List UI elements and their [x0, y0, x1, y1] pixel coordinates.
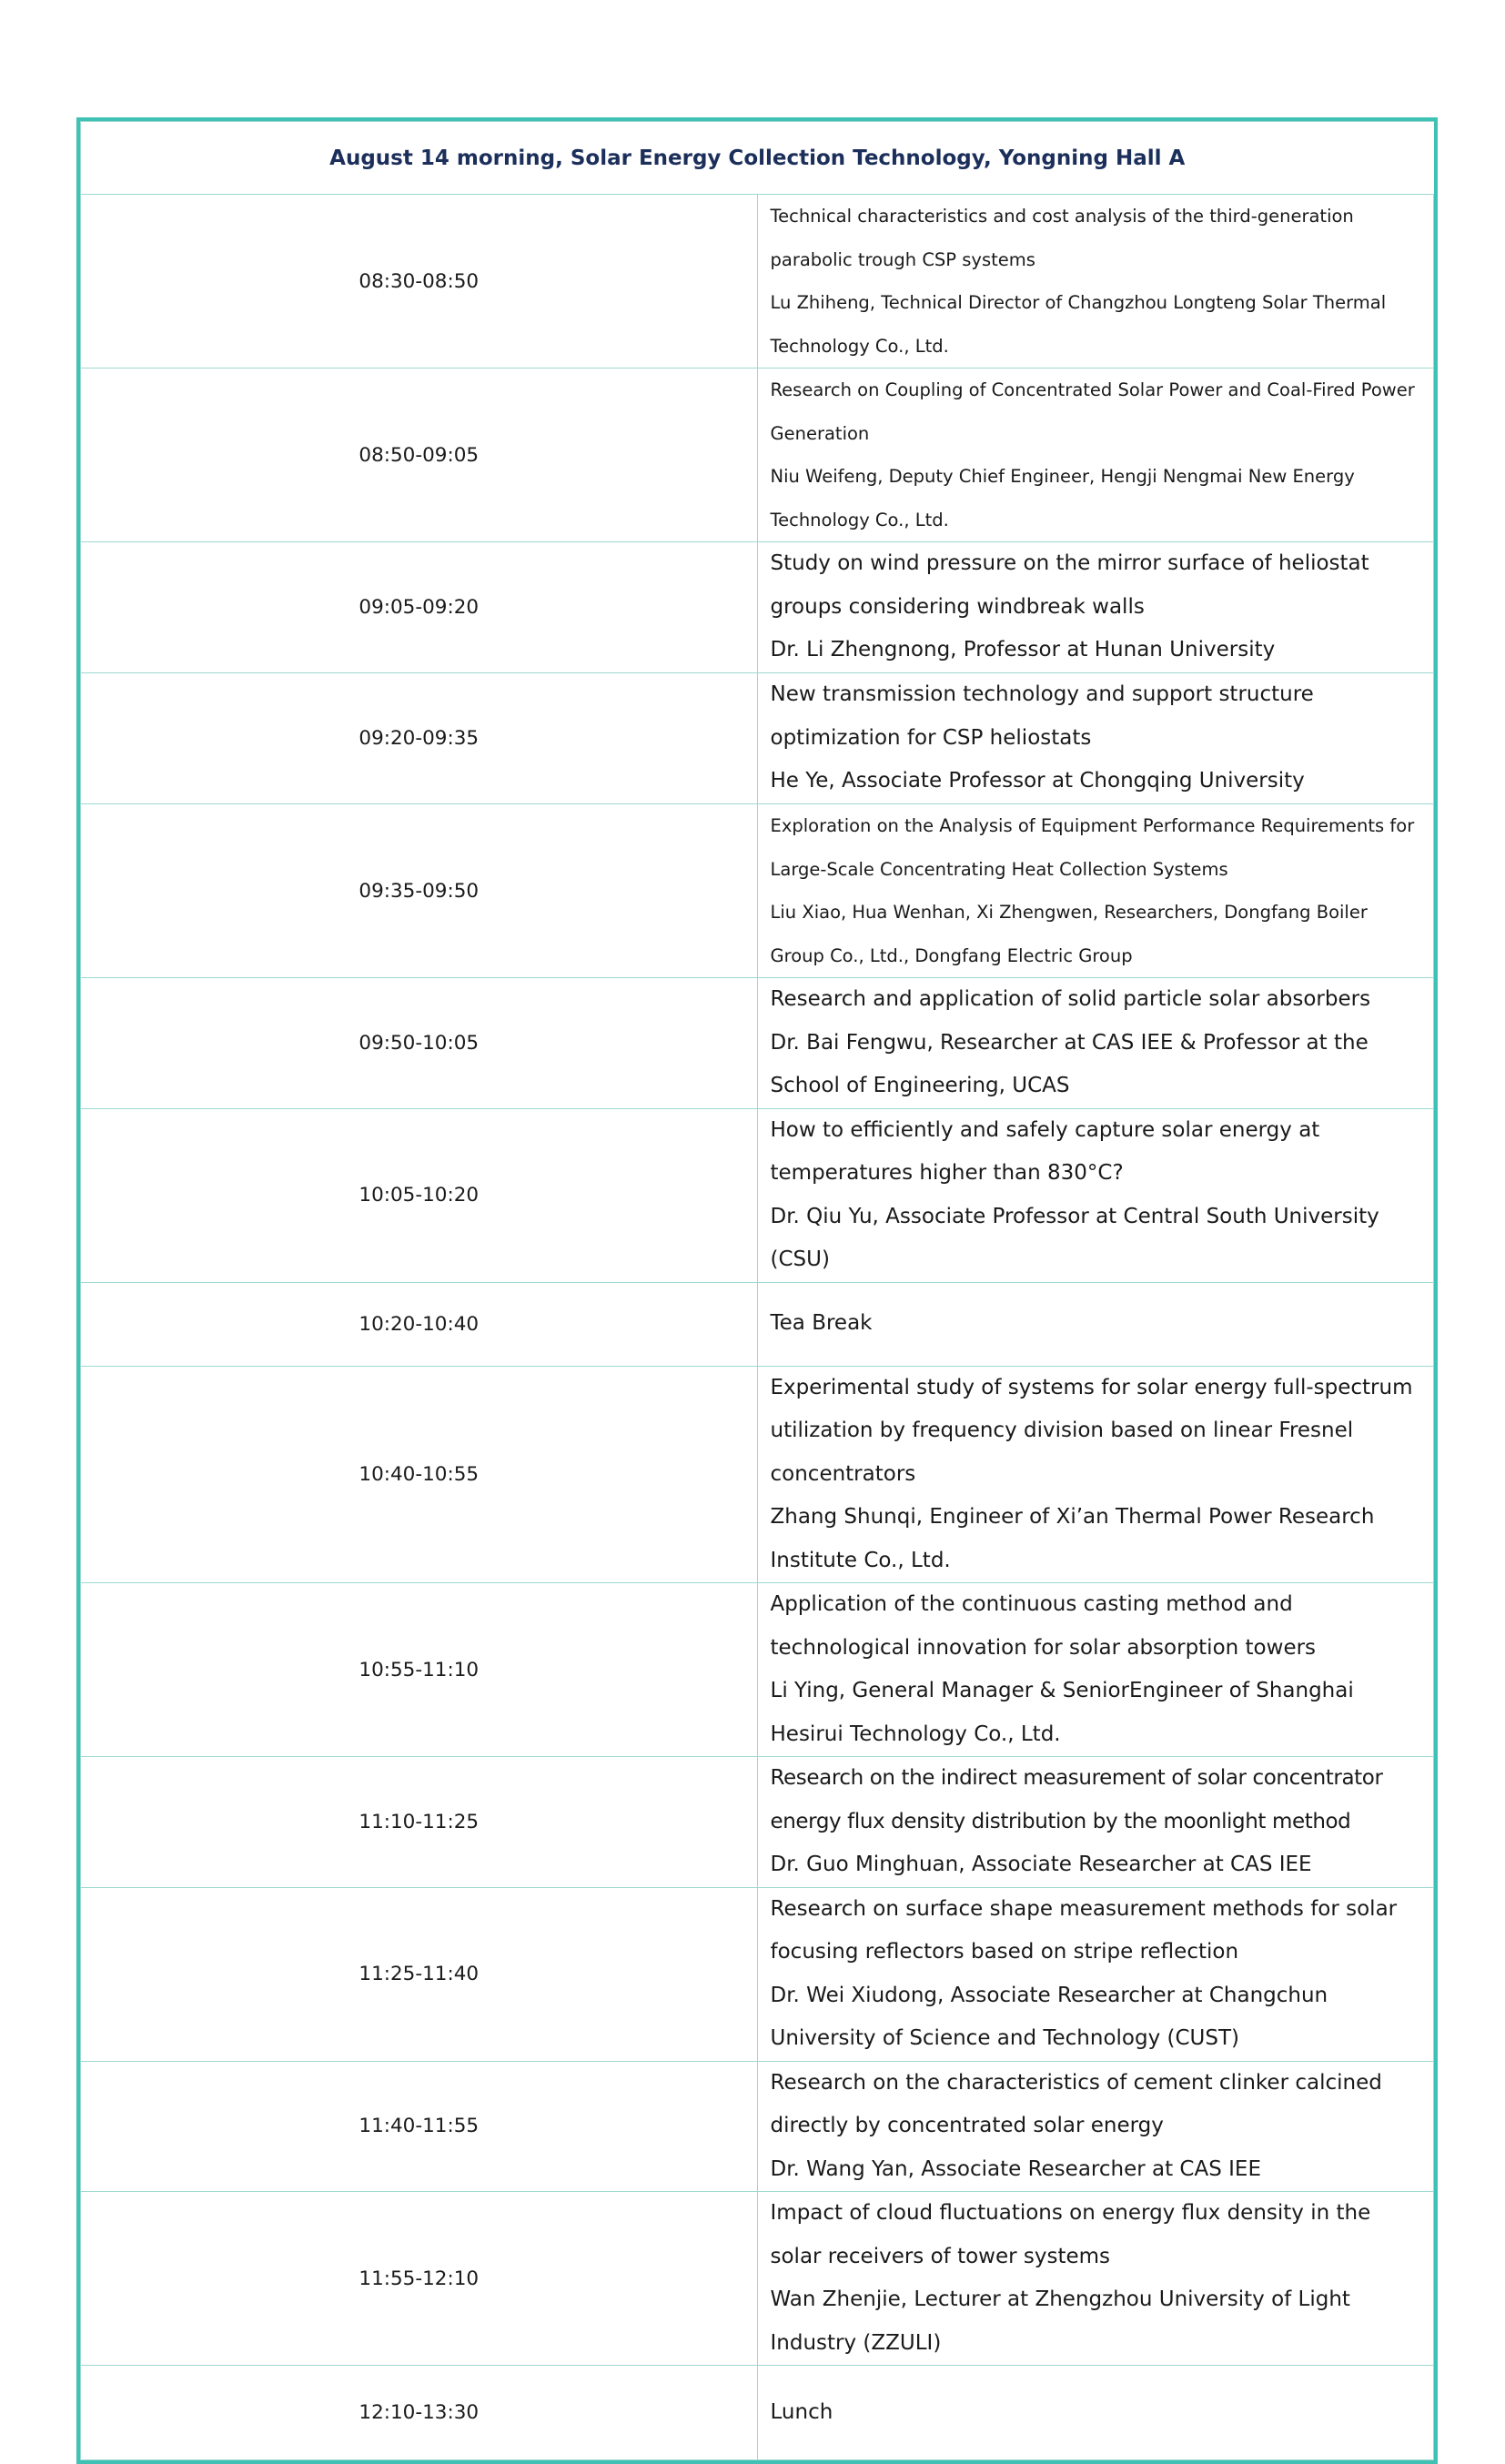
session-header: August 14 morning, Solar Energy Collection Technology, Yongning Hall A — [81, 122, 1434, 195]
talk-title: Research on surface shape measurement methods for solar focusing reflectors based on stripe reflection — [770, 1896, 1398, 1964]
content-cell — [757, 1583, 1434, 1757]
talk-title: Research and application of solid particle solar absorbers — [770, 987, 1371, 1011]
speaker: Dr. Qiu Yu, Associate Professor at Central South University (CSU) — [770, 1204, 1379, 1271]
speaker: Dr. Bai Fengwu, Researcher at CAS IEE & Professor at the School of Engineering, UCAS — [770, 1030, 1369, 1097]
time-cell: 09:50-10:05 — [81, 978, 758, 1109]
table-row — [81, 1282, 1434, 1366]
speaker: Dr. Wang Yan, Associate Researcher at CAS IEE — [770, 2156, 1261, 2181]
table-row — [81, 369, 1434, 542]
speaker: Wan Zhenjie, Lecturer at Zhengzhou University of Light Industry (ZZULI) — [770, 2287, 1350, 2355]
time-cell: 11:10-11:25 — [81, 1757, 758, 1888]
talk-title: Study on wind pressure on the mirror surface of heliostat groups considering windbreak walls — [770, 551, 1369, 619]
content-cell — [757, 1366, 1434, 1583]
talk-title: How to efficiently and safely capture solar energy at temperatures higher than 830°C? — [770, 1117, 1320, 1185]
time-cell: 12:10-13:30 — [81, 2366, 758, 2460]
time-cell: 09:20-09:35 — [81, 673, 758, 804]
talk-title: Application of the continuous casting method and technological innovation for solar absorption towers — [770, 1592, 1317, 1660]
table-row — [81, 1757, 1434, 1888]
time-cell: 09:05-09:20 — [81, 542, 758, 673]
talk-title: Experimental study of systems for solar energy full-spectrum utilization by frequency division based on linear Fresnel concentrators — [770, 1375, 1413, 1486]
time-cell: 11:40-11:55 — [81, 2061, 758, 2192]
time-cell: 08:30-08:50 — [81, 195, 758, 369]
speaker: Li Ying, General Manager & SeniorEngineer of Shanghai Hesirui Technology Co., Ltd. — [770, 1679, 1354, 1746]
speaker: Dr. Wei Xiudong, Associate Researcher at Changchun University of Science and Technology (CUST) — [770, 1983, 1328, 2050]
break-label: Lunch — [770, 2399, 833, 2424]
content-cell — [757, 1108, 1434, 1282]
content-cell — [757, 2192, 1434, 2366]
table-row — [81, 1887, 1434, 2061]
content-cell — [757, 369, 1434, 542]
content-cell — [757, 1757, 1434, 1888]
speaker: Niu Weifeng, Deputy Chief Engineer, Hengji Nengmai New Energy Technology Co., Ltd. — [770, 466, 1355, 530]
content-cell — [757, 2061, 1434, 2192]
content-cell — [757, 2366, 1434, 2460]
speaker: He Ye, Associate Professor at Chongqing University — [770, 769, 1305, 793]
header-row — [81, 122, 1434, 195]
time-cell: 10:05-10:20 — [81, 1108, 758, 1282]
talk-title: Research on the characteristics of cement clinker calcined directly by concentrated solar energy — [770, 2070, 1382, 2137]
table-row — [81, 804, 1434, 978]
table-row — [81, 2061, 1434, 2192]
table-row — [81, 542, 1434, 673]
time-cell: 09:35-09:50 — [81, 804, 758, 978]
talk-title: Research on the indirect measurement of solar concentrator energy flux density distribution by the moonlight method — [770, 1766, 1383, 1833]
table-row — [81, 1583, 1434, 1757]
table-row — [81, 1366, 1434, 1583]
talk-title: Technical characteristics and cost analysis of the third-generation parabolic trough CSP systems — [770, 206, 1354, 270]
time-cell: 08:50-09:05 — [81, 369, 758, 542]
speaker: Lu Zhiheng, Technical Director of Changzhou Longteng Solar Thermal Technology Co., Ltd. — [770, 292, 1387, 357]
content-cell — [757, 195, 1434, 369]
content-cell — [757, 1887, 1434, 2061]
speaker: Zhang Shunqi, Engineer of Xi’an Thermal Power Research Institute Co., Ltd. — [770, 1505, 1375, 1572]
table-row — [81, 195, 1434, 369]
time-cell: 10:55-11:10 — [81, 1583, 758, 1757]
break-label: Tea Break — [770, 1311, 873, 1336]
content-cell — [757, 978, 1434, 1109]
content-cell — [757, 1282, 1434, 1366]
time-cell: 10:20-10:40 — [81, 1282, 758, 1366]
table-row — [81, 673, 1434, 804]
table-row — [81, 1108, 1434, 1282]
schedule-frame — [76, 117, 1438, 2464]
content-cell — [757, 804, 1434, 978]
content-cell — [757, 673, 1434, 804]
talk-title: Impact of cloud fluctuations on energy flux density in the solar receivers of tower systems — [770, 2201, 1371, 2268]
table-row — [81, 978, 1434, 1109]
talk-title: Exploration on the Analysis of Equipment Performance Requirements for Large-Scale Concentrating Heat Collection Systems — [770, 815, 1415, 880]
time-cell: 10:40-10:55 — [81, 1366, 758, 1583]
speaker: Dr. Li Zhengnong, Professor at Hunan University — [770, 638, 1276, 662]
talk-title: New transmission technology and support structure optimization for CSP heliostats — [770, 682, 1314, 750]
time-cell: 11:55-12:10 — [81, 2192, 758, 2366]
speaker: Liu Xiao, Hua Wenhan, Xi Zhengwen, Researchers, Dongfang Boiler Group Co., Ltd., Dongfang Electric Group — [770, 902, 1368, 966]
schedule-table — [80, 121, 1434, 2460]
speaker: Dr. Guo Minghuan, Associate Researcher at CAS IEE — [770, 1853, 1312, 1876]
table-row — [81, 2192, 1434, 2366]
table-row — [81, 2366, 1434, 2460]
time-cell: 11:25-11:40 — [81, 1887, 758, 2061]
talk-title: Research on Coupling of Concentrated Solar Power and Coal-Fired Power Generation — [770, 379, 1415, 444]
content-cell — [757, 542, 1434, 673]
